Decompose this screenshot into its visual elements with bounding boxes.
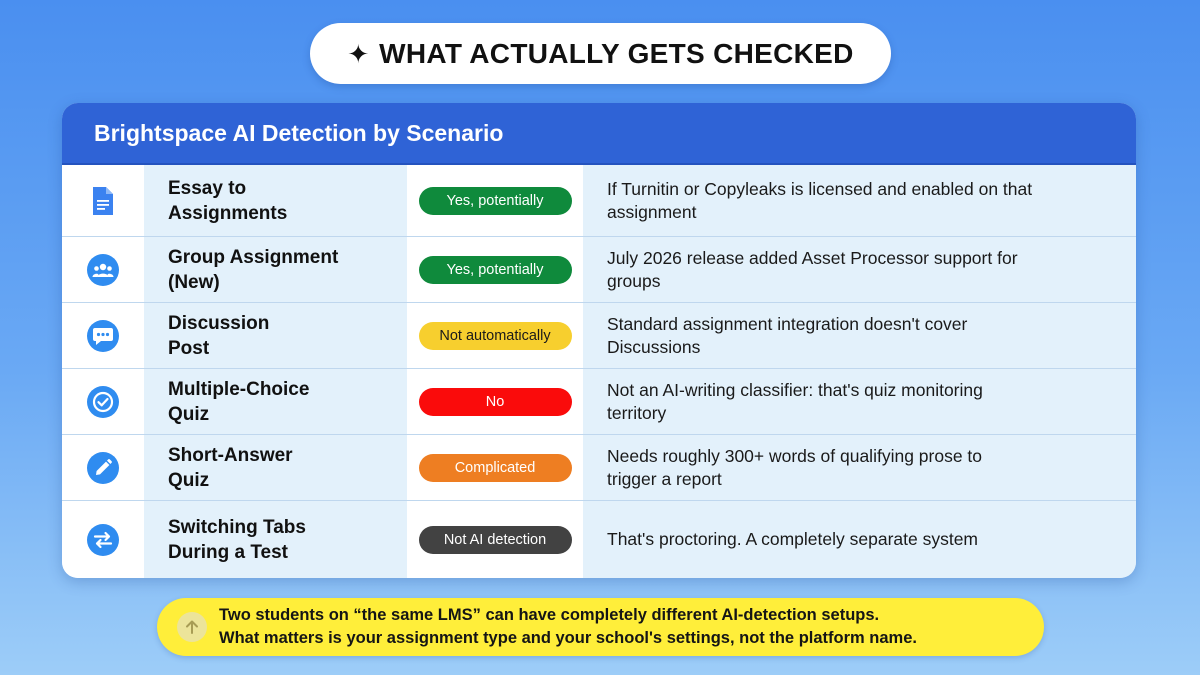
note-text: Not an AI-writing classifier: that's quiz monitoring territory <box>607 379 983 423</box>
sparkle-icon: ✦ <box>347 38 370 69</box>
scenario-label: Essay to Assignments <box>168 177 288 224</box>
status-badge: No <box>419 388 572 416</box>
note-cell <box>583 165 1136 236</box>
switch-icon <box>87 524 119 556</box>
scenario-cell <box>144 435 407 500</box>
scenario-cell <box>144 237 407 302</box>
table-body <box>62 165 1136 578</box>
title-banner <box>310 23 891 84</box>
pencil-icon <box>87 452 119 484</box>
row-icon-cell <box>62 303 144 368</box>
table-row <box>62 165 1136 237</box>
row-icon-cell <box>62 501 144 578</box>
status-badge: Not AI detection <box>419 526 572 554</box>
scenario-label: Switching Tabs During a Test <box>168 516 306 563</box>
status-cell <box>407 435 583 500</box>
scenario-label: Group Assignment (New) <box>168 246 339 293</box>
status-badge: Not automatically <box>419 322 572 350</box>
row-icon-cell <box>62 237 144 302</box>
scenario-label: Short-Answer Quiz <box>168 444 293 491</box>
note-text: If Turnitin or Copyleaks is licensed and enabled on that assignment <box>607 178 1033 222</box>
table-row <box>62 501 1136 578</box>
scenario-cell <box>144 165 407 236</box>
table-row <box>62 237 1136 303</box>
table-header <box>62 103 1136 165</box>
status-cell <box>407 501 583 578</box>
table-row <box>62 369 1136 435</box>
note-text: That's proctoring. A completely separate system <box>607 529 979 549</box>
scenario-table <box>62 103 1136 578</box>
status-cell <box>407 237 583 302</box>
scenario-cell <box>144 501 407 578</box>
document-icon <box>87 185 119 217</box>
chat-icon <box>87 320 119 352</box>
row-icon-cell <box>62 369 144 434</box>
row-icon-cell <box>62 165 144 236</box>
footer-note <box>157 598 1044 656</box>
footer-line-1: Two students on “the same LMS” can have completely different AI-detection setups. <box>219 606 880 624</box>
check-icon <box>87 386 119 418</box>
note-text: Standard assignment integration doesn't cover Discussions <box>607 313 968 357</box>
note-text: Needs roughly 300+ words of qualifying prose to trigger a report <box>607 445 983 489</box>
table-row <box>62 303 1136 369</box>
table-title: Brightspace AI Detection by Scenario <box>94 119 504 146</box>
status-cell <box>407 369 583 434</box>
page-title: WHAT ACTUALLY GETS CHECKED <box>379 37 854 69</box>
scenario-label: Discussion Post <box>168 312 270 359</box>
arrow-up-icon <box>177 612 207 642</box>
note-cell <box>583 501 1136 578</box>
table-row <box>62 435 1136 501</box>
row-icon-cell <box>62 435 144 500</box>
status-cell <box>407 303 583 368</box>
status-badge: Complicated <box>419 454 572 482</box>
note-text: July 2026 release added Asset Processor support for groups <box>607 247 1018 291</box>
scenario-cell <box>144 369 407 434</box>
status-badge: Yes, potentially <box>419 256 572 284</box>
status-badge: Yes, potentially <box>419 187 572 215</box>
scenario-cell <box>144 303 407 368</box>
footer-text <box>219 604 917 650</box>
status-cell <box>407 165 583 236</box>
footer-line-2: What matters is your assignment type and your school's settings, not the platform name. <box>219 629 917 647</box>
note-cell <box>583 369 1136 434</box>
note-cell <box>583 435 1136 500</box>
scenario-label: Multiple-Choice Quiz <box>168 378 310 425</box>
note-cell <box>583 237 1136 302</box>
group-icon <box>87 254 119 286</box>
note-cell <box>583 303 1136 368</box>
